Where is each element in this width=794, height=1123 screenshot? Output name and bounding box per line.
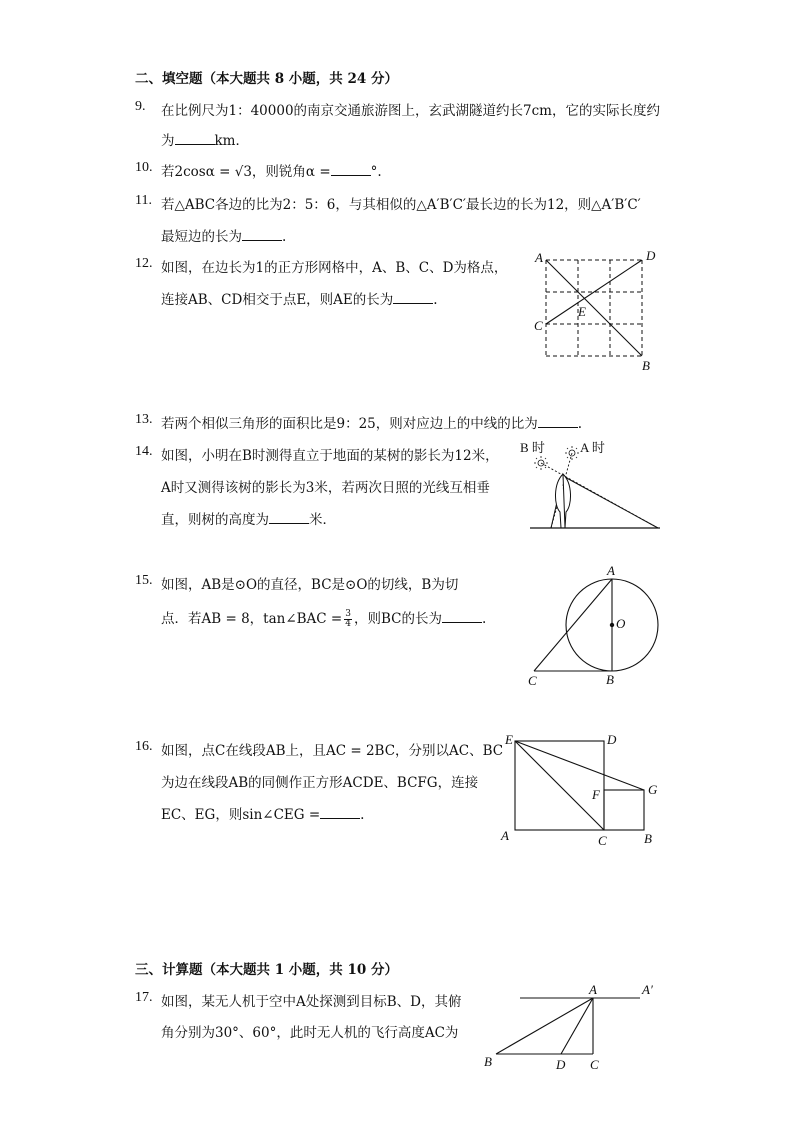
label-a: A [607,563,615,578]
q11-answer-blank [242,229,282,241]
q9-answer-blank [175,133,215,145]
q15-line1: 如图，AB是⊙O的直径，BC是⊙O的切线，B为切 [161,577,459,593]
q17-drone-figure [480,980,670,1075]
q15-line2: 点．若AB = 8，tan∠BAC = $\frac{3}{4}$ ，则BC的长为 . [161,609,487,629]
label-d: D [556,1057,566,1072]
label-g: G [648,782,658,797]
q16-squares-figure [495,730,665,850]
section-calc-title: 三、计算题（本大题共 1 小题，共 10 分） [135,962,398,978]
tree-icon [555,474,570,528]
square-bcfg [604,790,644,830]
q14-answer-blank [269,512,309,524]
label-c: C [528,673,537,688]
q14-line2: A时又测得该树的影长为3米，若两次日照的光线互相垂 [161,480,490,496]
q13-number: 13. [135,412,153,427]
label-b: B [484,1054,492,1069]
q17-line2: 角分别为30°、60°，此时无人机的飞行高度AC为 [161,1025,459,1041]
label-b: B [644,831,652,846]
q17-number: 17. [135,990,153,1005]
label-a: A [535,250,543,265]
q15-fraction: $\frac{3}{4}$ [345,609,351,629]
q11-line1: 若△ABC各边的比为2：5：6，与其相似的△A′B′C′最长边的长为12，则△A′B′C′ [161,197,641,213]
label-a-time: A 时 [580,440,605,455]
q15-circle-figure [520,560,665,690]
label-o: O [616,616,626,631]
q9-line1: 在比例尺为1：40000的南京交通旅游图上，玄武湖隧道约长7cm，它的实际长度约 [161,103,660,119]
segment-ab [546,260,642,356]
q12-answer-blank [393,292,433,304]
label-b-time: B 时 [520,440,545,455]
q15-answer-blank [442,611,482,623]
label-a-prime: A′ [642,982,653,997]
q14-line1: 如图，小明在B时测得直立于地面的某树的影长为12米， [161,448,499,464]
label-a: A [501,828,509,843]
label-b: B [606,672,614,687]
section-fill-blank-title: 二、填空题（本大题共 8 小题，共 24 分） [135,71,398,87]
q12-line1: 如图，在边长为1的正方形网格中，A、B、C、D为格点， [161,260,508,276]
q16-answer-blank [320,807,360,819]
label-f: F [592,787,600,802]
label-b: B [642,358,650,373]
q13-answer-blank [538,416,578,428]
label-c: C [590,1057,599,1072]
label-c: C [534,318,543,333]
q16-line1: 如图，点C在线段AB上，且AC = 2BC，分别以AC、BC [161,743,504,759]
q17-line1: 如图，某无人机于空中A处探测到目标B、D，其俯 [161,994,462,1010]
label-a: A [589,982,597,997]
q11-line2: 最短边的长为 . [161,229,287,245]
q12-line2: 连接AB、CD相交于点E，则AE的长为 . [161,292,438,308]
q15-number: 15. [135,573,153,588]
label-d: D [646,248,656,263]
label-c: C [598,833,607,848]
q9-number: 9. [135,99,146,114]
q14-number: 14. [135,444,153,459]
q10-number: 10. [135,160,153,175]
q14-tree-shadow-figure [520,436,665,536]
q16-line2: 为边在线段AB的同侧作正方形ACDE、BCFG，连接 [161,775,479,791]
q16-line3: EC、EG，则sin∠CEG = . [161,807,365,823]
label-e: E [505,732,513,747]
q14-line3: 直，则树的高度为 米． [161,512,336,528]
q11-number: 11. [135,193,152,208]
q10-answer-blank [331,164,371,176]
label-d: D [607,732,617,747]
q9-line2: 为 km． [161,133,249,149]
q12-grid-figure [530,250,660,375]
q13-text: 若两个相似三角形的面积比是9：25，则对应边上的中线的比为 . [161,416,583,432]
label-e: E [578,304,586,319]
q12-number: 12. [135,256,153,271]
q16-number: 16. [135,739,153,754]
q10-text: 若2cosα = √3，则锐角α = °. [161,164,382,180]
